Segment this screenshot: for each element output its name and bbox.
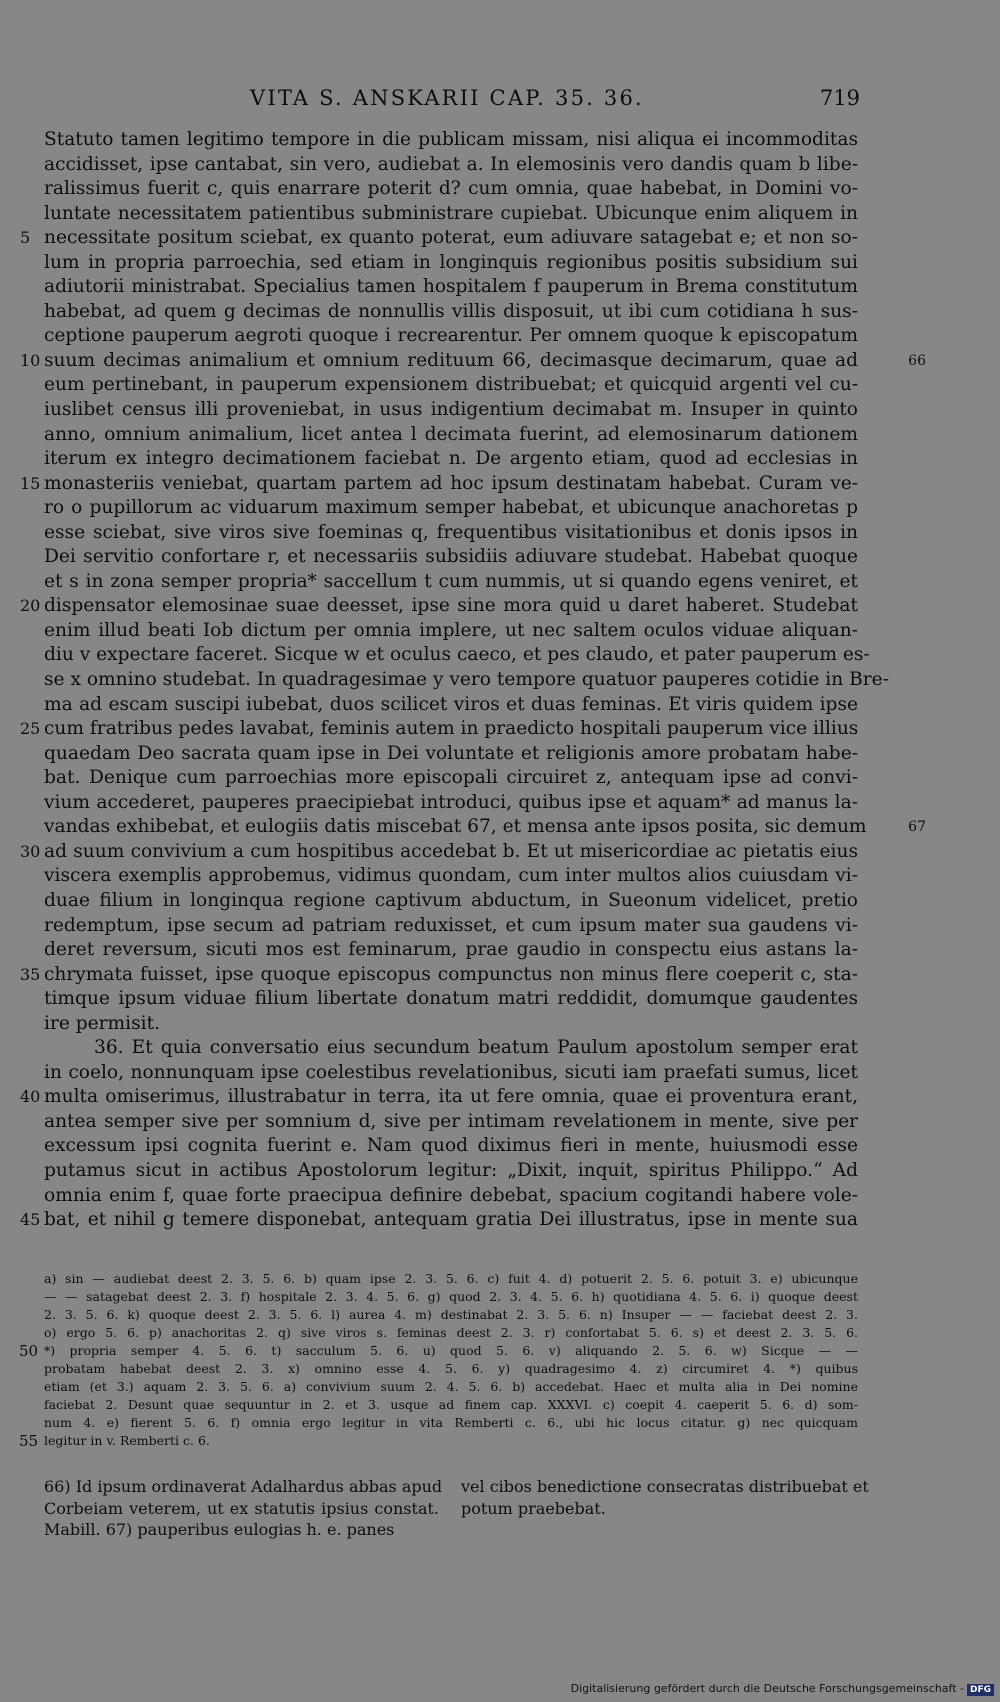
text-line-text: ro o pupillorum ac viduarum maximum semper habebat, et ubicunque anachoretas p (44, 497, 858, 519)
text-line (20, 717, 859, 742)
line-number: 55 (19, 1432, 39, 1450)
text-line (44, 815, 926, 840)
text-line-text: chrymata fuisset, ipse quoque episcopus compunctus non minus flere coeperit c, sta- (44, 963, 858, 985)
apparatus-line (44, 1378, 858, 1396)
text-line-text: monasteriis veniebat, quartam partem ad hoc ipsum destinatam habebat. Curam ve- (44, 472, 858, 494)
line-number: 15 (20, 473, 41, 493)
apparatus-line-text: 2. 3. 5. 6. k) quoque deest 2. 3. 5. 6. l) aurea 4. m) destinabat 2. 3. 5. 6. n) Insuper — — faciebat deest 2. 3. (44, 1307, 858, 1322)
text-line-text: deret reversum, sicuti mos est feminarum, prae gaudio in conspectu eius astans la- (44, 939, 858, 961)
apparatus-line (44, 1306, 858, 1324)
dfg-logo: DFG (967, 1684, 994, 1696)
footnote-line (461, 1498, 858, 1520)
line-number: 25 (20, 719, 41, 739)
text-line-text: timque ipsum viduae filium libertate donatum matri reddidit, domumque gaudentes (44, 988, 858, 1010)
text-line (44, 496, 858, 521)
footnote-line (44, 1519, 439, 1541)
text-line (44, 643, 870, 668)
text-line (44, 521, 858, 546)
text-line (20, 349, 926, 374)
text-line-text: enim illud beati Iob dictum per omnia implere, ut nec saltem oculos viduae aliquan- (44, 619, 858, 641)
text-line-text: omnia enim f, quae forte praecipua definire debebat, spacium cogitandi habere vole- (44, 1184, 858, 1206)
text-line-text: vium accederet, pauperes praecipiebat introduci, quibus ipse et aquam* ad manus la- (44, 791, 858, 813)
line-number: 30 (20, 841, 41, 861)
footnote-line-text: vel cibos benedictione consecratas distribuebat et (461, 1477, 869, 1496)
text-line-text: 36. Et quia conversatio eius secundum beatum Paulum apostolum semper erat (94, 1037, 858, 1059)
text-line (20, 472, 858, 497)
text-line-text: dispensator elemosinae suae deesset, ipse sine mora quid u daret haberet. Studebat (44, 595, 858, 617)
text-line-text: multa omiserimus, illustrabatur in terra, ita ut fere omnia, quae ei proventura erant, (44, 1086, 858, 1108)
text-line-text: in coelo, nonnunquam ipse coelestibus revelationibus, sicuti iam praefati sumus, licet (44, 1061, 858, 1083)
text-line (44, 1012, 858, 1037)
footnote-line (461, 1476, 869, 1498)
text-line (20, 963, 858, 988)
footnote-line (44, 1498, 439, 1520)
text-line-text: duae filium in longinqua regione captivum abductum, in Sueonum videlicet, pretio (44, 889, 858, 911)
text-line-text: eum pertinebant, in pauperum expensionem distribuebat; et quicquid argenti vel cu- (44, 374, 858, 396)
line-number: 10 (20, 350, 41, 370)
text-line (44, 938, 858, 963)
apparatus-line-text: *) propria semper 4. 5. 6. t) sacculum 5. 6. u) quod 5. 6. v) aliquando 2. 5. 6. w) Sicque — — (44, 1343, 858, 1358)
line-number: 40 (20, 1087, 41, 1107)
critical-apparatus (19, 1270, 858, 1450)
text-line-text: Dei servitio confortare r, et necessariis subsidiis adiuvare studebat. Habebat quoque (44, 546, 858, 568)
text-line-text: ralissimus fuerit c, quis enarrare poterit d? cum omnia, quae habebat, in Domini vo- (44, 178, 858, 200)
text-line-text: bat. Denique cum parroechias more episcopali circuiret z, antequam ipse ad convi- (44, 767, 858, 789)
text-line (44, 766, 858, 791)
text-line-text: Statuto tamen legitimo tempore in die publicam missam, nisi aliqua ei incommoditas (44, 129, 858, 150)
text-line (44, 153, 858, 178)
text-line (44, 251, 858, 276)
text-line (44, 202, 858, 227)
text-line (44, 1036, 858, 1061)
credit-text: Digitalisierung gefördert durch die Deutsche Forschungsgemeinschaft - (570, 1682, 964, 1695)
text-line-text: putamus sicut in actibus Apostolorum legitur: „Dixit, inquit, spiritus Philippo.“ Ad (44, 1159, 858, 1181)
apparatus-line-text: num 4. e) fierent 5. 6. f) omnia ergo legitur in vita Remberti c. 6., ubi hic locus citatur. g) nec quicquam (44, 1415, 858, 1430)
text-line (44, 447, 858, 472)
text-line-text: lum in propria parroechia, sed etiam in longinquis regionibus positis subsidium sui (44, 251, 858, 273)
footnote-line-text: 66) Id ipsum ordinaverat Adalhardus abbas apud (44, 1477, 443, 1496)
main-text (20, 128, 926, 1233)
apparatus-line (19, 1342, 858, 1360)
text-line (44, 177, 858, 202)
footnotes-right-column (461, 1476, 869, 1519)
text-line-text: quaedam Deo sacrata quam ipse in Dei voluntate et religionis amore probatam habe- (44, 742, 858, 764)
apparatus-line (19, 1432, 858, 1450)
text-line (20, 840, 858, 865)
text-line (44, 914, 858, 939)
text-line (20, 226, 858, 251)
line-number: 45 (20, 1210, 41, 1230)
text-line-text: se x omnino studebat. In quadragesimae y vero tempore quatuor pauperes cotidie in Bre- (44, 669, 889, 691)
line-number: 35 (20, 964, 41, 984)
text-line-text: habebat, ad quem g decimas de nonnullis villis disposuit, ut ibi cum cotidiana h sus- (44, 300, 858, 322)
text-line (44, 1061, 858, 1086)
text-line-text: ceptione pauperum aegroti quoque i recrearentur. Per omnem quoque k episcopatum (44, 325, 858, 347)
footnote-line-text: Corbeiam veterem, ut ex statutis ipsius constat. (44, 1498, 439, 1518)
text-line-text: antea semper sive per somnium d, sive per intimam revelationem in mente, sive per (44, 1110, 858, 1132)
text-line-text: anno, omnium animalium, licet antea l decimata fuerint, ad elemosinarum dationem (44, 423, 858, 445)
text-line (44, 791, 858, 816)
text-line (44, 864, 858, 889)
text-line (44, 398, 858, 423)
apparatus-line (44, 1324, 858, 1342)
text-line (44, 545, 858, 570)
footnote-line-text: Mabill. 67) pauperibus eulogias h. e. panes (44, 1520, 395, 1539)
text-line (44, 1134, 858, 1159)
text-line (44, 889, 858, 914)
apparatus-line-text: probatam habebat deest 2. 3. x) omnino esse 4. 5. 6. y) quadragesimo 4. z) circumiret 4. *) quibus (44, 1361, 858, 1376)
text-line-text: ma ad escam suscipi iubebat, duos scilicet viros et duas feminas. Et viris quidem ipse (44, 693, 858, 715)
text-line-text: luntate necessitatem patientibus subministrare cupiebat. Ubicunque enim aliquem in (44, 202, 858, 224)
digitization-credit (571, 1682, 994, 1696)
text-line-text: suum decimas animalium et omnium redituum 66, decimasque decimarum, quae ad (44, 349, 858, 371)
footnote-line-text: potum praebebat. (461, 1498, 606, 1518)
text-line (44, 373, 858, 398)
line-number: 20 (20, 596, 41, 616)
text-line-text: iterum ex integro decimationem faciebat n. De argento etiam, quod ad ecclesias in (44, 448, 858, 470)
text-line (44, 275, 858, 300)
apparatus-line (44, 1270, 858, 1288)
text-line (20, 1085, 858, 1110)
apparatus-line (44, 1414, 858, 1432)
apparatus-line-text: legitur in v. Remberti c. 6. (44, 1433, 210, 1448)
text-line (44, 1184, 858, 1209)
text-line-text: ad suum convivium a cum hospitibus accedebat b. Et ut misericordiae ac pietatis eius (44, 840, 858, 862)
text-line (44, 300, 858, 325)
page-number: 719 (819, 86, 860, 110)
text-line-text: adiutorii ministrabat. Specialius tamen hospitalem f pauperum in Brema constitutum (44, 276, 858, 298)
line-number: 5 (20, 228, 31, 248)
margin-note-number: 66 (908, 352, 926, 369)
text-line-text: bat, et nihil g temere disponebat, antequam gratia Dei illustratus, ipse in mente sua (44, 1209, 858, 1231)
text-line-text: cum fratribus pedes lavabat, feminis autem in praedicto hospitali pauperum vice illius (44, 718, 859, 740)
text-line-text: excessum ipsi cognita fuerint e. Nam quod diximus fieri in mente, huiusmodi esse (44, 1135, 858, 1157)
text-line (20, 594, 858, 619)
footnote-line (44, 1476, 443, 1498)
text-line-text: viscera exemplis approbemus, vidimus quondam, cum inter multos alios cuiusdam vi- (44, 865, 858, 887)
text-line (44, 570, 858, 595)
apparatus-line-text: faciebat 2. Desunt quae sequuntur in 2. et 3. usque ad finem cap. XXXVI. c) coepit 4. caeperit 5. 6. d) som- (44, 1397, 858, 1412)
text-line (44, 1159, 858, 1184)
text-line-text: vandas exhibebat, et eulogiis datis miscebat 67, et mensa ante ipsos posita, sic demum (44, 816, 867, 838)
running-title: VITA S. ANSKARII CAP. 35. 36. (250, 86, 644, 110)
text-line (44, 693, 858, 718)
apparatus-line (44, 1396, 858, 1414)
text-line-text: necessitate positum sciebat, ex quanto poterat, eum adiuvare satagebat e; et non so- (44, 227, 858, 249)
text-line (44, 423, 858, 448)
text-line-text: redemptum, ipse secum ad patriam reduxisset, et cum ipsum mater sua gaudens vi- (44, 914, 858, 936)
text-line-text: diu v expectare faceret. Sicque w et oculus caeco, et pes claudo, et pater pauperum es- (44, 644, 870, 666)
footnotes-left-column (44, 1476, 443, 1541)
text-line (44, 987, 858, 1012)
text-line (20, 1208, 858, 1233)
apparatus-line-text: a) sin — audiebat deest 2. 3. 5. 6. b) quam ipse 2. 3. 5. 6. c) fuit 4. d) potuerit 2. 5. 6. potuit 3. e) ubicunque (44, 1271, 858, 1286)
text-line (44, 1110, 858, 1135)
text-line (44, 619, 858, 644)
apparatus-line-text: — — satagebat deest 2. 3. f) hospitale 2. 3. 4. 5. 6. g) quod 2. 3. 4. 5. 6. h) quotidiana 4. 5. 6. i) quoque deest (44, 1289, 858, 1304)
text-line (44, 668, 889, 693)
text-line-text: accidisset, ipse cantabat, sin vero, audiebat a. In elemosinis vero dandis quam b libe- (44, 153, 858, 175)
apparatus-line (44, 1360, 858, 1378)
line-number: 50 (19, 1342, 39, 1360)
apparatus-line-text: o) ergo 5. 6. p) anachoritas 2. q) sive viros s. feminas deest 2. 3. r) confortabat 5. 6. s) et deest 2. 3. 5. 6. (44, 1325, 858, 1340)
text-line-text: ire permisit. (44, 1012, 160, 1034)
apparatus-line-text: etiam (et 3.) aquam 2. 3. 5. 6. a) convivium suum 2. 4. 5. 6. b) accedebat. Haec et multa alia in Dei nomine (44, 1379, 858, 1394)
text-line (44, 324, 858, 349)
running-head (250, 86, 860, 110)
text-line-text: iuslibet census illi proveniebat, in usus indigentium decimabat m. Insuper in quinto (44, 399, 858, 421)
apparatus-line (44, 1288, 858, 1306)
text-line (44, 128, 858, 153)
text-line (44, 742, 858, 767)
text-line-text: et s in zona semper propria* saccellum t cum nummis, ut si quando egens veniret, et (44, 570, 858, 592)
text-line-text: esse sciebat, sive viros sive foeminas q, frequentibus visitationibus et donis ipsos in (44, 521, 858, 543)
margin-note-number: 67 (908, 819, 926, 836)
